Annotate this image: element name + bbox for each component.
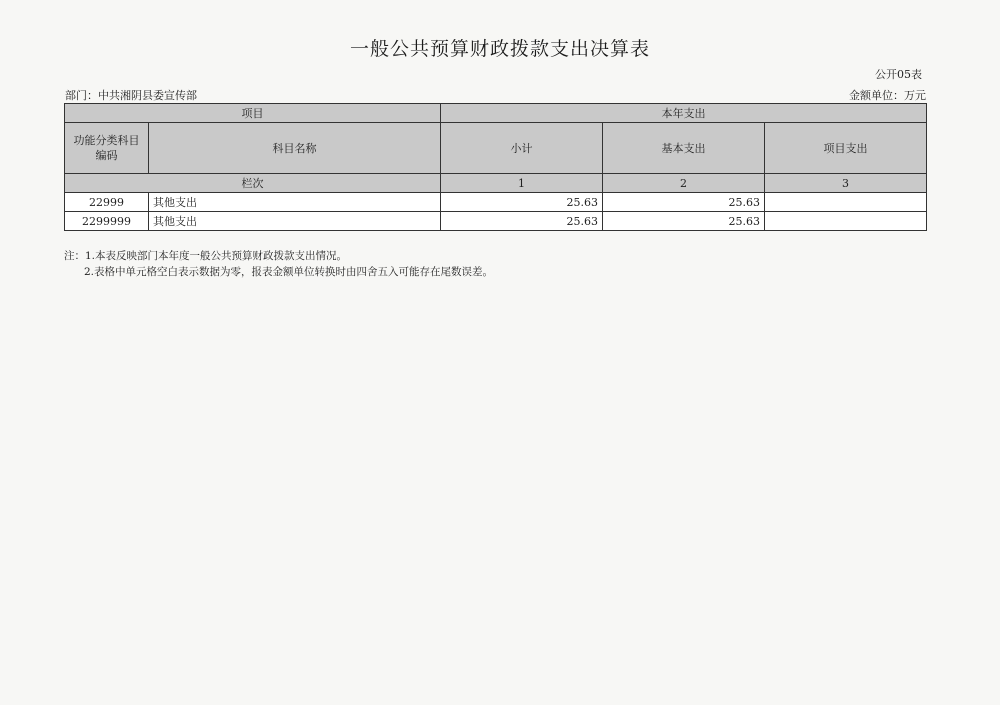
column-header-code: 功能分类科目编码 <box>65 123 149 174</box>
column-index-2: 2 <box>603 174 765 193</box>
footnote-1: 注：1.本表反映部门本年度一般公共预算财政拨款支出情况。 <box>64 250 348 262</box>
table-row <box>65 212 927 231</box>
row-name: 其他支出 <box>149 212 441 231</box>
expenditure-table <box>64 103 927 231</box>
row-code: 2299999 <box>65 212 149 231</box>
column-header-subtotal: 小计 <box>441 123 603 174</box>
column-index-1: 1 <box>441 174 603 193</box>
footnote-2: 2.表格中单元格空白表示数据为零，报表金额单位转换时由四舍五入可能存在尾数误差。 <box>84 266 494 278</box>
column-index-label: 栏次 <box>65 174 441 193</box>
form-number: 公开05表 <box>875 68 922 81</box>
row-name: 其他支出 <box>149 193 441 212</box>
row-subtotal: 25.63 <box>441 212 603 231</box>
row-project <box>765 193 927 212</box>
group-header-item: 项目 <box>65 104 441 123</box>
column-header-name: 科目名称 <box>149 123 441 174</box>
row-subtotal: 25.63 <box>441 193 603 212</box>
column-header-basic: 基本支出 <box>603 123 765 174</box>
department-label: 部门：中共湘阴县委宣传部 <box>65 89 197 102</box>
row-basic: 25.63 <box>603 212 765 231</box>
amount-unit-label: 金额单位：万元 <box>849 89 926 102</box>
row-basic: 25.63 <box>603 193 765 212</box>
footnotes <box>64 248 493 280</box>
row-code: 22999 <box>65 193 149 212</box>
group-header-expense: 本年支出 <box>441 104 927 123</box>
column-header-project: 项目支出 <box>765 123 927 174</box>
column-index-3: 3 <box>765 174 927 193</box>
row-project <box>765 212 927 231</box>
page-title: 一般公共预算财政拨款支出决算表 <box>349 38 650 60</box>
table-row <box>65 193 927 212</box>
